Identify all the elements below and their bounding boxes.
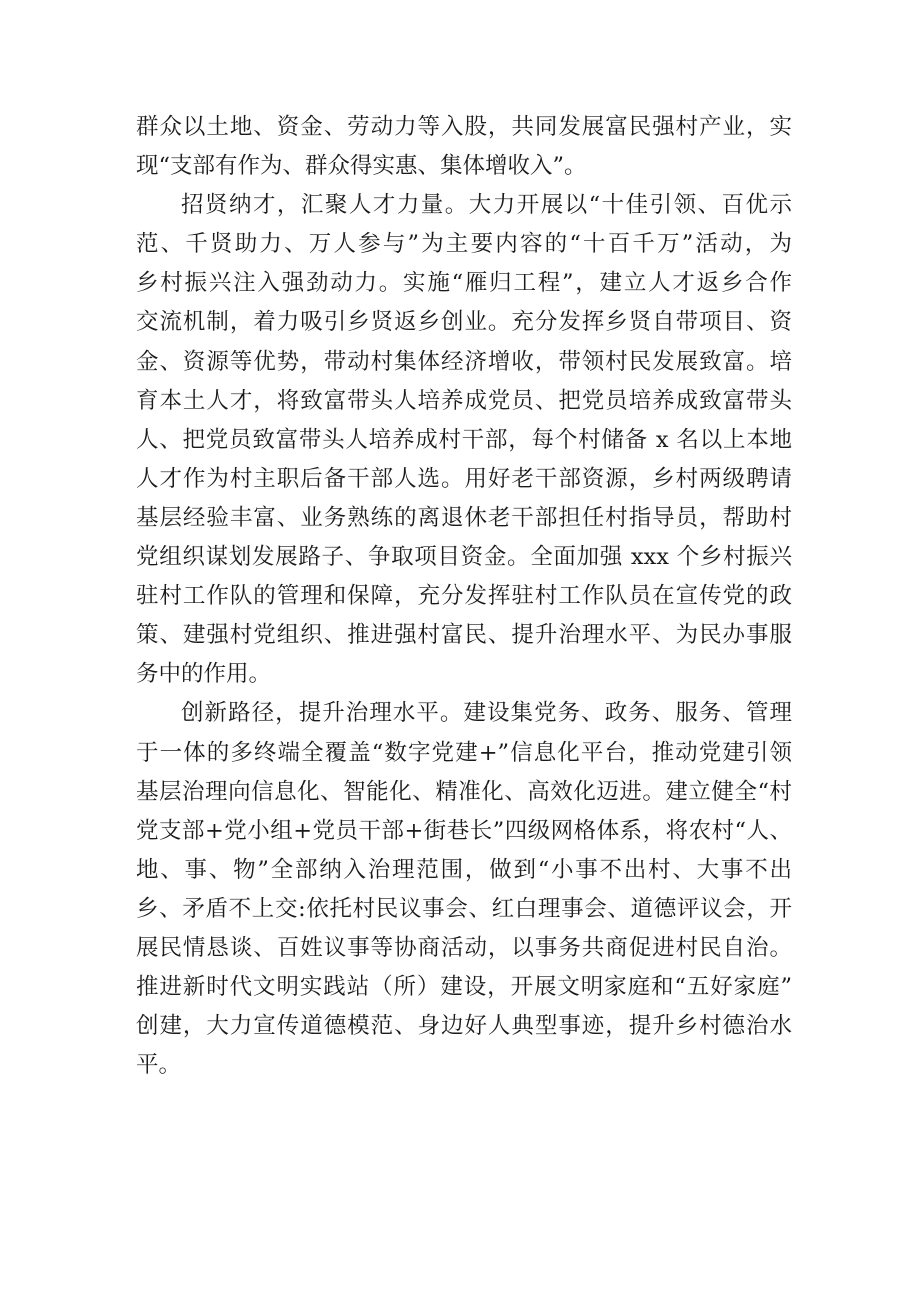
text-line: 基层治理向信息化、智能化、精准化、高效化迈进。建立健全“村: [136, 778, 792, 805]
paragraph-2: [136, 186, 792, 694]
text-line: 地、事、物”全部纳入治理范围，做到“小事不出村、大事不出: [136, 856, 792, 883]
text-line: 于一体的多终端全覆盖“数字党建+”信息化平台，推动党建引领: [136, 739, 792, 766]
text-line: 群众以土地、资金、劳动力等入股，共同发展富民强村产业，实: [136, 114, 792, 140]
text-line: 推进新时代文明实践站（所）建设，开展文明家庭和“五好家庭”: [136, 974, 792, 1001]
text-line: 人才作为村主职后备干部人选。用好老干部资源，乡村两级聘请: [136, 465, 792, 492]
text-line: 范、千贤助力、万人参与”为主要内容的“十百千万”活动，为: [136, 231, 792, 258]
text-line: 党组织谋划发展路子、争取项目资金。全面加强 xxx 个乡村振兴: [136, 544, 792, 571]
text-line: 金、资源等优势，带动村集体经济增收，带领村民发展致富。培: [136, 348, 792, 375]
text-line: 党支部+党小组+党员干部+街巷长”四级网格体系，将农村“人、: [136, 817, 792, 844]
text-line: 务中的作用。: [136, 661, 272, 688]
text-line: 乡、矛盾不上交:依托村民议事会、红白理事会、道德评议会，开: [136, 895, 792, 922]
text-line: 平。: [136, 1052, 182, 1079]
text-line: 基层经验丰富、业务熟练的离退休老干部担任村指导员，帮助村: [136, 504, 792, 531]
text-line: 现“支部有作为、群众得实惠、集体增收入”。: [136, 153, 587, 180]
paragraph-3: [136, 694, 792, 1085]
paragraph-1: [136, 108, 792, 186]
text-line: 交流机制，着力吸引乡贤返乡创业。充分发挥乡贤自带项目、资: [136, 309, 792, 336]
text-line: 乡村振兴注入强劲动力。实施“雁归工程”，建立人才返乡合作: [136, 270, 792, 297]
text-line: 创新路径，提升治理水平。建设集党务、政务、服务、管理: [181, 700, 792, 727]
text-line: 策、建强村党组织、推进强村富民、提升治理水平、为民办事服: [136, 622, 792, 649]
text-line: 展民情恳谈、百姓议事等协商活动，以事务共商促进村民自治。: [136, 934, 792, 961]
text-line: 人、把党员致富带头人培养成村干部，每个村储备 x 名以上本地: [136, 426, 792, 453]
body-text: [136, 108, 792, 1085]
text-line: 招贤纳才，汇聚人才力量。大力开展以“十佳引领、百优示: [181, 192, 792, 219]
text-line: 创建，大力宣传道德模范、身边好人典型事迹，提升乡村德治水: [136, 1013, 792, 1040]
text-line: 育本土人才，将致富带头人培养成党员、把党员培养成致富带头: [136, 387, 792, 414]
text-line: 驻村工作队的管理和保障，充分发挥驻村工作队员在宣传党的政: [136, 583, 792, 610]
